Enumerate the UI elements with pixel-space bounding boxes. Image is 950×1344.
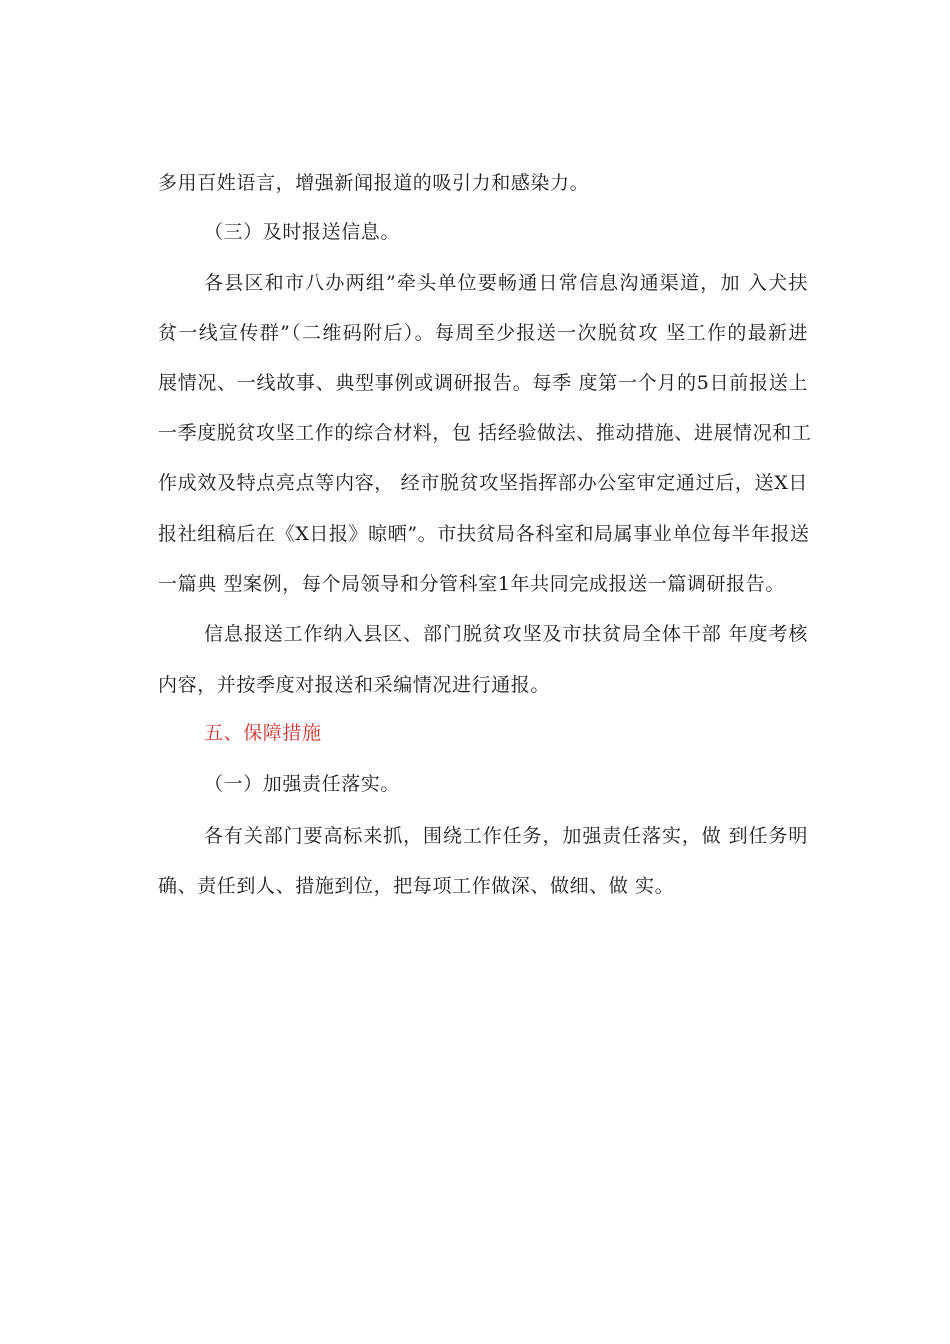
paragraph-line: 各县区和市八办两组”牵头单位要畅通日常信息沟通渠道，加 入犬扶 (204, 272, 808, 294)
paragraph-line: 信息报送工作纳入县区、部门脱贫攻坚及市扶贫局全体干部 年度考核 (204, 623, 808, 645)
paragraph-line: 展情况、一线故事、典型事例或调研报告。每季 度第一个月的5日前报送上 (158, 372, 808, 394)
subheading-timely-reporting: （三）及时报送信息。 (204, 221, 401, 243)
subheading-responsibility: （一）加强责任落实。 (204, 773, 401, 795)
section-heading-safeguards: 五、保障措施 (204, 722, 322, 744)
paragraph-line: 确、责任到人、措施到位，把每项工作做深、做细、做 实。 (158, 875, 675, 897)
paragraph-line: 贫一线宣传群”（二维码附后）。每周至少报送一次脱贫攻 坚工作的最新进 (158, 322, 808, 344)
paragraph-line: 报社组稿后在《X日报》晾晒”。市扶贫局各科室和局属事业单位每半年报送 (158, 523, 810, 545)
paragraph-line: 各有关部门要高标来抓，围绕工作任务，加强责任落实，做 到任务明 (204, 825, 808, 847)
paragraph-line: 多用百姓语言，增强新闻报道的吸引力和感染力。 (158, 172, 590, 194)
paragraph-line: 内容，并按季度对报送和采编情况进行通报。 (158, 674, 551, 696)
paragraph-line: 一篇典 型案例，每个局领导和分管科室1年共同完成报送一篇调研报告。 (158, 573, 785, 595)
paragraph-line: 作成效及特点亮点等内容， 经市脱贫攻坚指挥部办公室审定通过后，送X日 (158, 472, 808, 494)
paragraph-line: 一季度脱贫攻坚工作的综合材料，包 括经验做法、推动措施、进展情况和工 (158, 422, 812, 444)
